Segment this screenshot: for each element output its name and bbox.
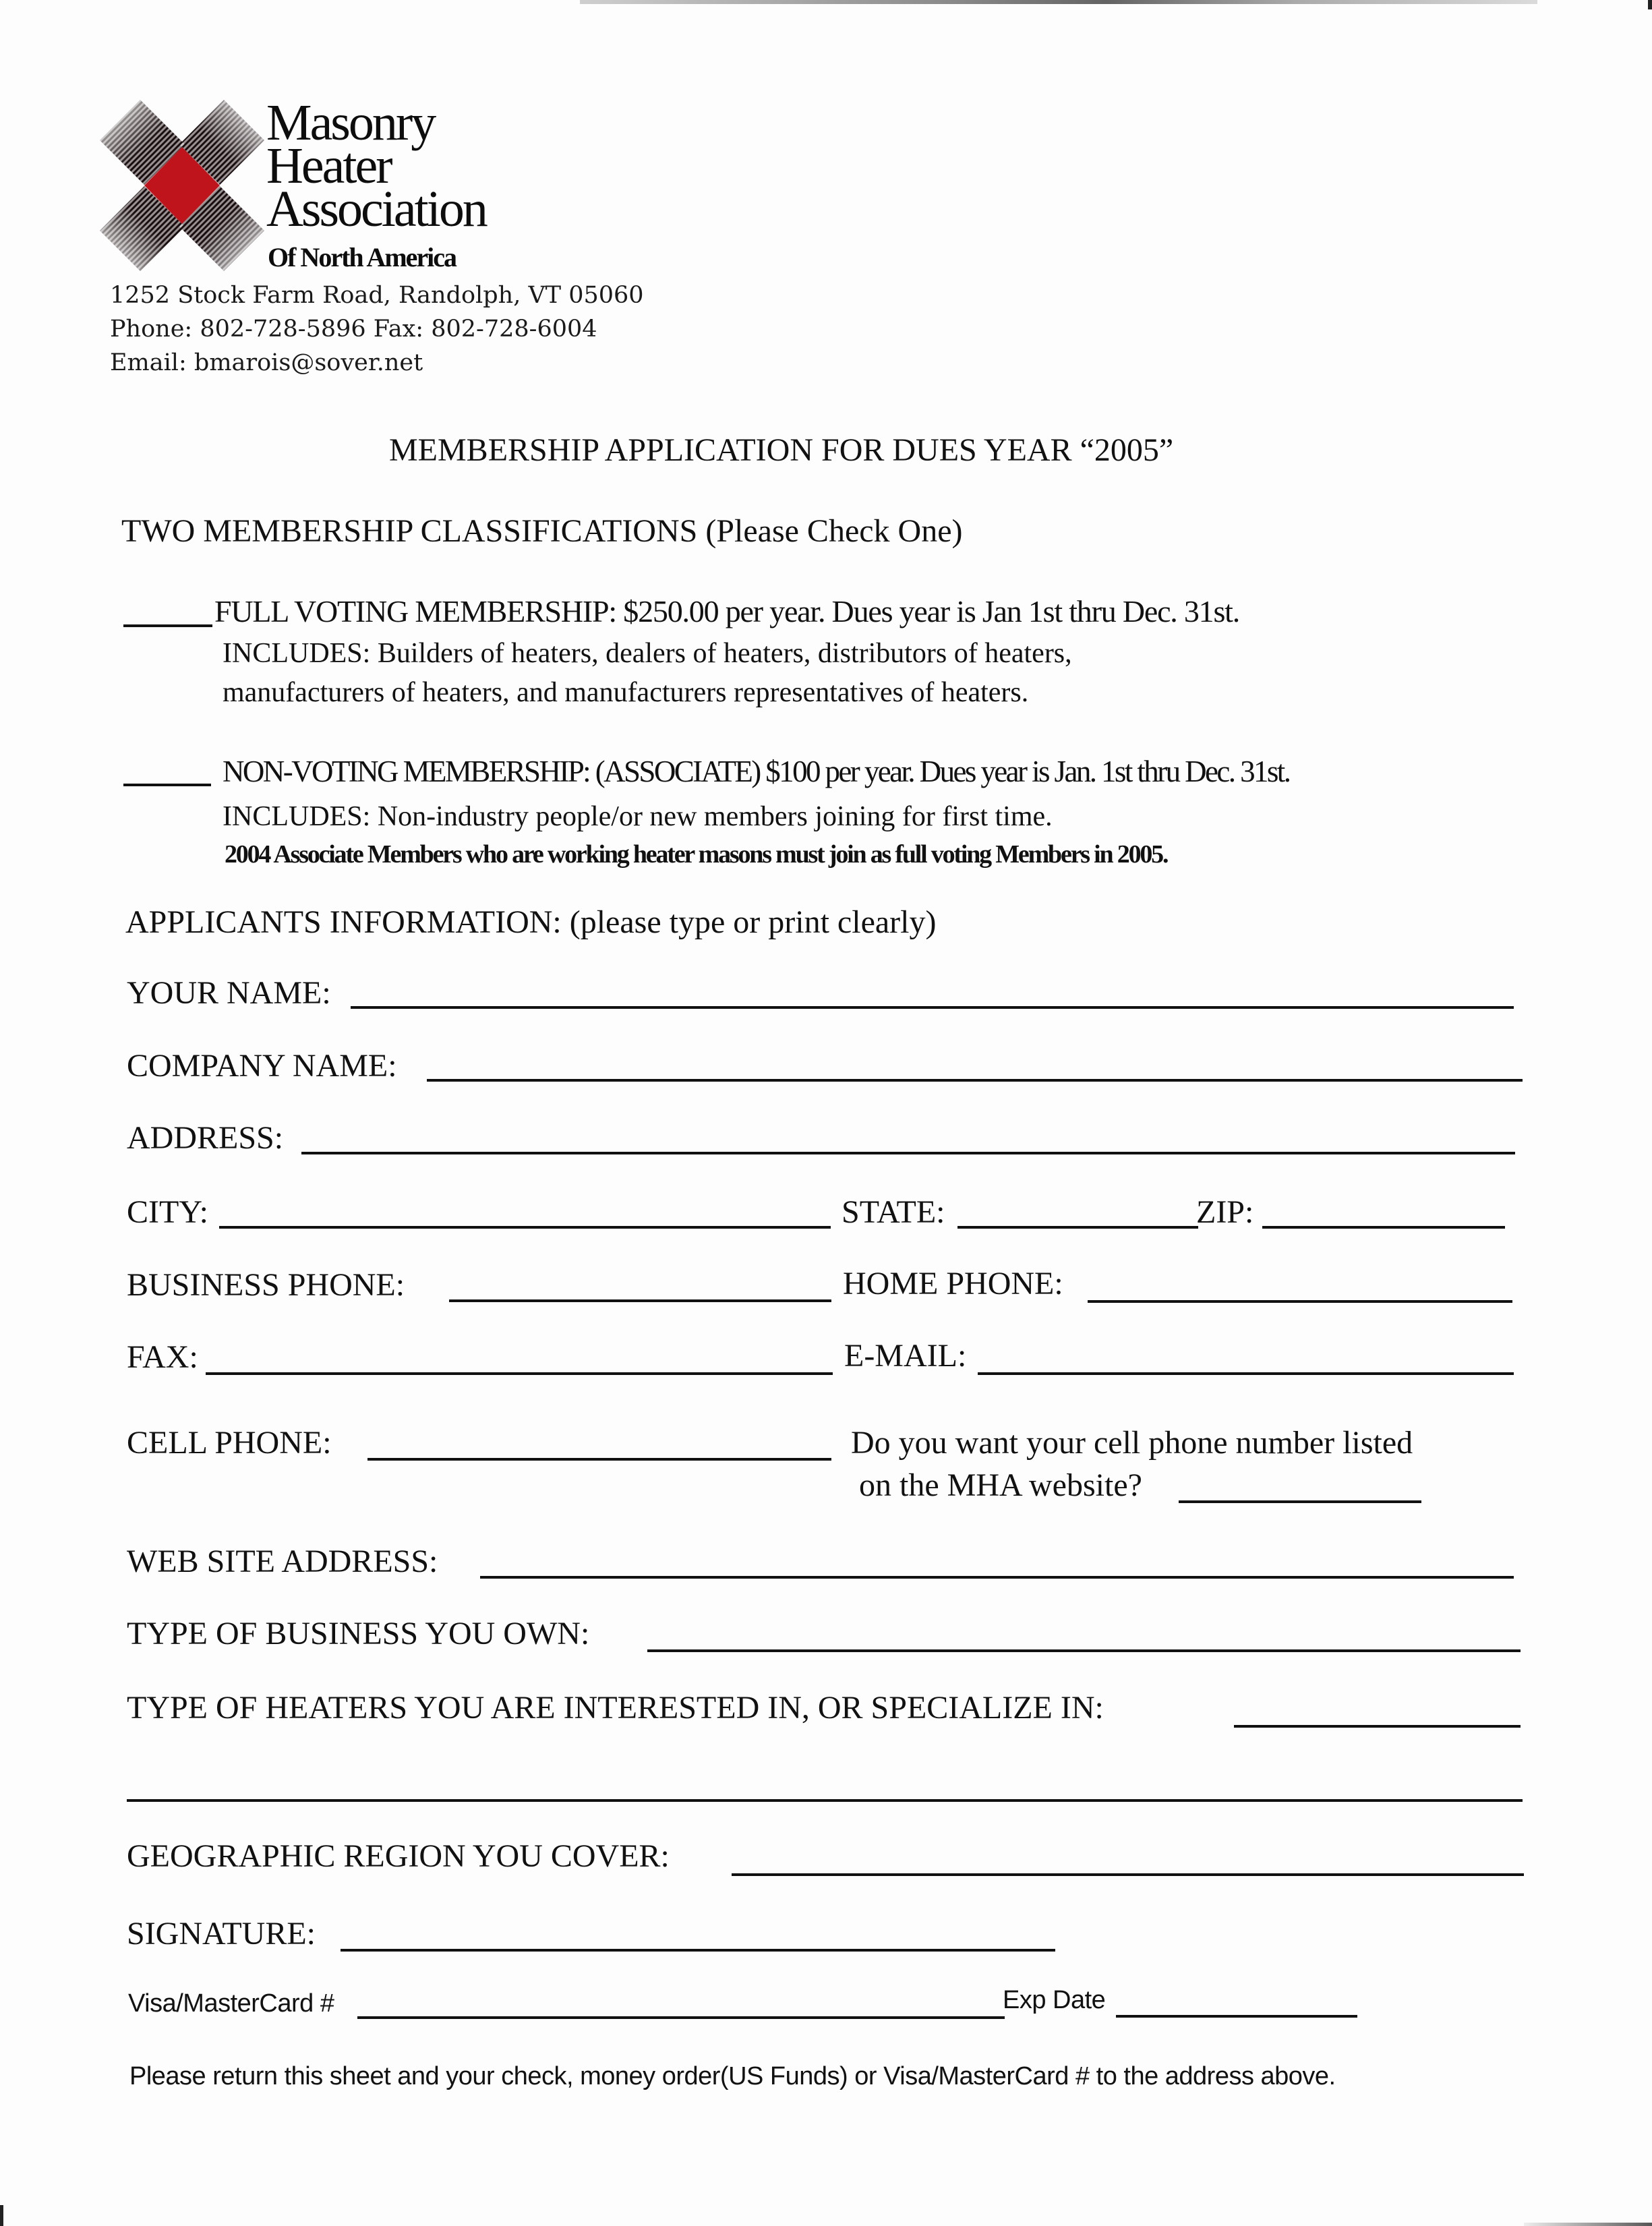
signature-field[interactable] bbox=[341, 1949, 1055, 1952]
your-name-field[interactable] bbox=[351, 1006, 1514, 1009]
heater-types-label: TYPE OF HEATERS YOU ARE INTERESTED IN, OR SPECIALIZE IN: bbox=[127, 1690, 1104, 1726]
web-site-field[interactable] bbox=[480, 1576, 1514, 1579]
org-name-line: Masonry bbox=[266, 94, 435, 151]
home-phone-field[interactable] bbox=[1088, 1300, 1512, 1303]
x-cross-logo-icon bbox=[100, 100, 264, 271]
scan-edge-bottom bbox=[1524, 2223, 1652, 2226]
classifications-heading: TWO MEMBERSHIP CLASSIFICATIONS (Please Check One) bbox=[121, 513, 963, 549]
email-field[interactable] bbox=[978, 1372, 1514, 1375]
non-voting-includes: INCLUDES: Non-industry people/or new members joining for first time. bbox=[223, 801, 1053, 832]
cell-listed-question: Do you want your cell phone number listed bbox=[851, 1425, 1413, 1461]
cell-listed-answer-field[interactable] bbox=[1179, 1500, 1421, 1503]
org-phone-fax: Phone: 802-728-5896 Fax: 802-728-6004 bbox=[110, 316, 597, 343]
company-name-label: COMPANY NAME: bbox=[127, 1048, 397, 1084]
web-site-label: WEB SITE ADDRESS: bbox=[127, 1544, 438, 1579]
exp-date-field[interactable] bbox=[1116, 2015, 1357, 2018]
card-number-label: Visa/MasterCard # bbox=[128, 1989, 334, 2018]
full-voting-includes: INCLUDES: Builders of heaters, dealers of heaters, distributors of heaters, bbox=[223, 638, 1072, 669]
business-phone-field[interactable] bbox=[449, 1299, 831, 1302]
region-label: GEOGRAPHIC REGION YOU COVER: bbox=[127, 1838, 670, 1874]
business-type-label: TYPE OF BUSINESS YOU OWN: bbox=[127, 1616, 590, 1651]
address-label: ADDRESS: bbox=[127, 1120, 284, 1156]
return-instructions: Please return this sheet and your check, money order(US Funds) or Visa/MasterCard # to the address above. bbox=[129, 2062, 1336, 2090]
city-field[interactable] bbox=[219, 1226, 831, 1229]
zip-field[interactable] bbox=[1262, 1226, 1505, 1229]
company-name-field[interactable] bbox=[427, 1079, 1523, 1082]
your-name-label: YOUR NAME: bbox=[127, 975, 331, 1011]
signature-label: SIGNATURE: bbox=[127, 1916, 316, 1952]
region-field[interactable] bbox=[732, 1873, 1524, 1876]
applicant-heading: APPLICANTS INFORMATION: (please type or print clearly) bbox=[125, 904, 937, 940]
fax-label: FAX: bbox=[127, 1339, 198, 1375]
non-voting-title: NON-VOTING MEMBERSHIP: (ASSOCIATE) $100 per year. Dues year is Jan. 1st thru Dec. 31st. bbox=[223, 755, 1290, 788]
full-voting-checkbox-line[interactable] bbox=[123, 624, 212, 627]
scan-edge-corner bbox=[0, 2205, 3, 2226]
state-field[interactable] bbox=[957, 1226, 1198, 1229]
cell-listed-question-cont: on the MHA website? bbox=[859, 1467, 1142, 1503]
state-label: STATE: bbox=[842, 1194, 945, 1230]
org-email: Email: bmarois@sover.net bbox=[110, 349, 423, 376]
full-voting-includes-cont: manufacturers of heaters, and manufacturers representatives of heaters. bbox=[223, 677, 1029, 708]
cell-phone-field[interactable] bbox=[367, 1458, 831, 1461]
heater-types-field-cont[interactable] bbox=[127, 1799, 1523, 1802]
non-voting-checkbox-line[interactable] bbox=[123, 784, 211, 786]
heater-types-field[interactable] bbox=[1234, 1725, 1521, 1728]
org-address: 1252 Stock Farm Road, Randolph, VT 05060 bbox=[110, 282, 644, 309]
associate-note: 2004 Associate Members who are working heater masons must join as full voting Members in 2005. bbox=[225, 840, 1168, 869]
page-title: MEMBERSHIP APPLICATION FOR DUES YEAR “2005” bbox=[389, 432, 1174, 468]
org-subtitle: Of North America bbox=[268, 242, 456, 272]
org-name bbox=[266, 94, 486, 237]
exp-date-label: Exp Date bbox=[1003, 1986, 1106, 2014]
city-label: CITY: bbox=[127, 1194, 208, 1230]
full-voting-title: FULL VOTING MEMBERSHIP: $250.00 per year. Dues year is Jan 1st thru Dec. 31st. bbox=[214, 594, 1240, 628]
scan-edge-corner bbox=[1648, 0, 1652, 9]
card-number-field[interactable] bbox=[357, 2016, 1005, 2019]
business-type-field[interactable] bbox=[647, 1649, 1521, 1652]
cell-phone-label: CELL PHONE: bbox=[127, 1425, 332, 1461]
org-name-line: Heater bbox=[266, 138, 391, 194]
org-name-line: Association bbox=[266, 181, 486, 237]
zip-label: ZIP: bbox=[1196, 1194, 1254, 1230]
scan-edge-top bbox=[580, 0, 1537, 4]
address-field[interactable] bbox=[301, 1152, 1515, 1154]
business-phone-label: BUSINESS PHONE: bbox=[127, 1267, 405, 1303]
fax-field[interactable] bbox=[206, 1372, 833, 1375]
email-label: E-MAIL: bbox=[844, 1338, 967, 1374]
home-phone-label: HOME PHONE: bbox=[843, 1266, 1063, 1301]
